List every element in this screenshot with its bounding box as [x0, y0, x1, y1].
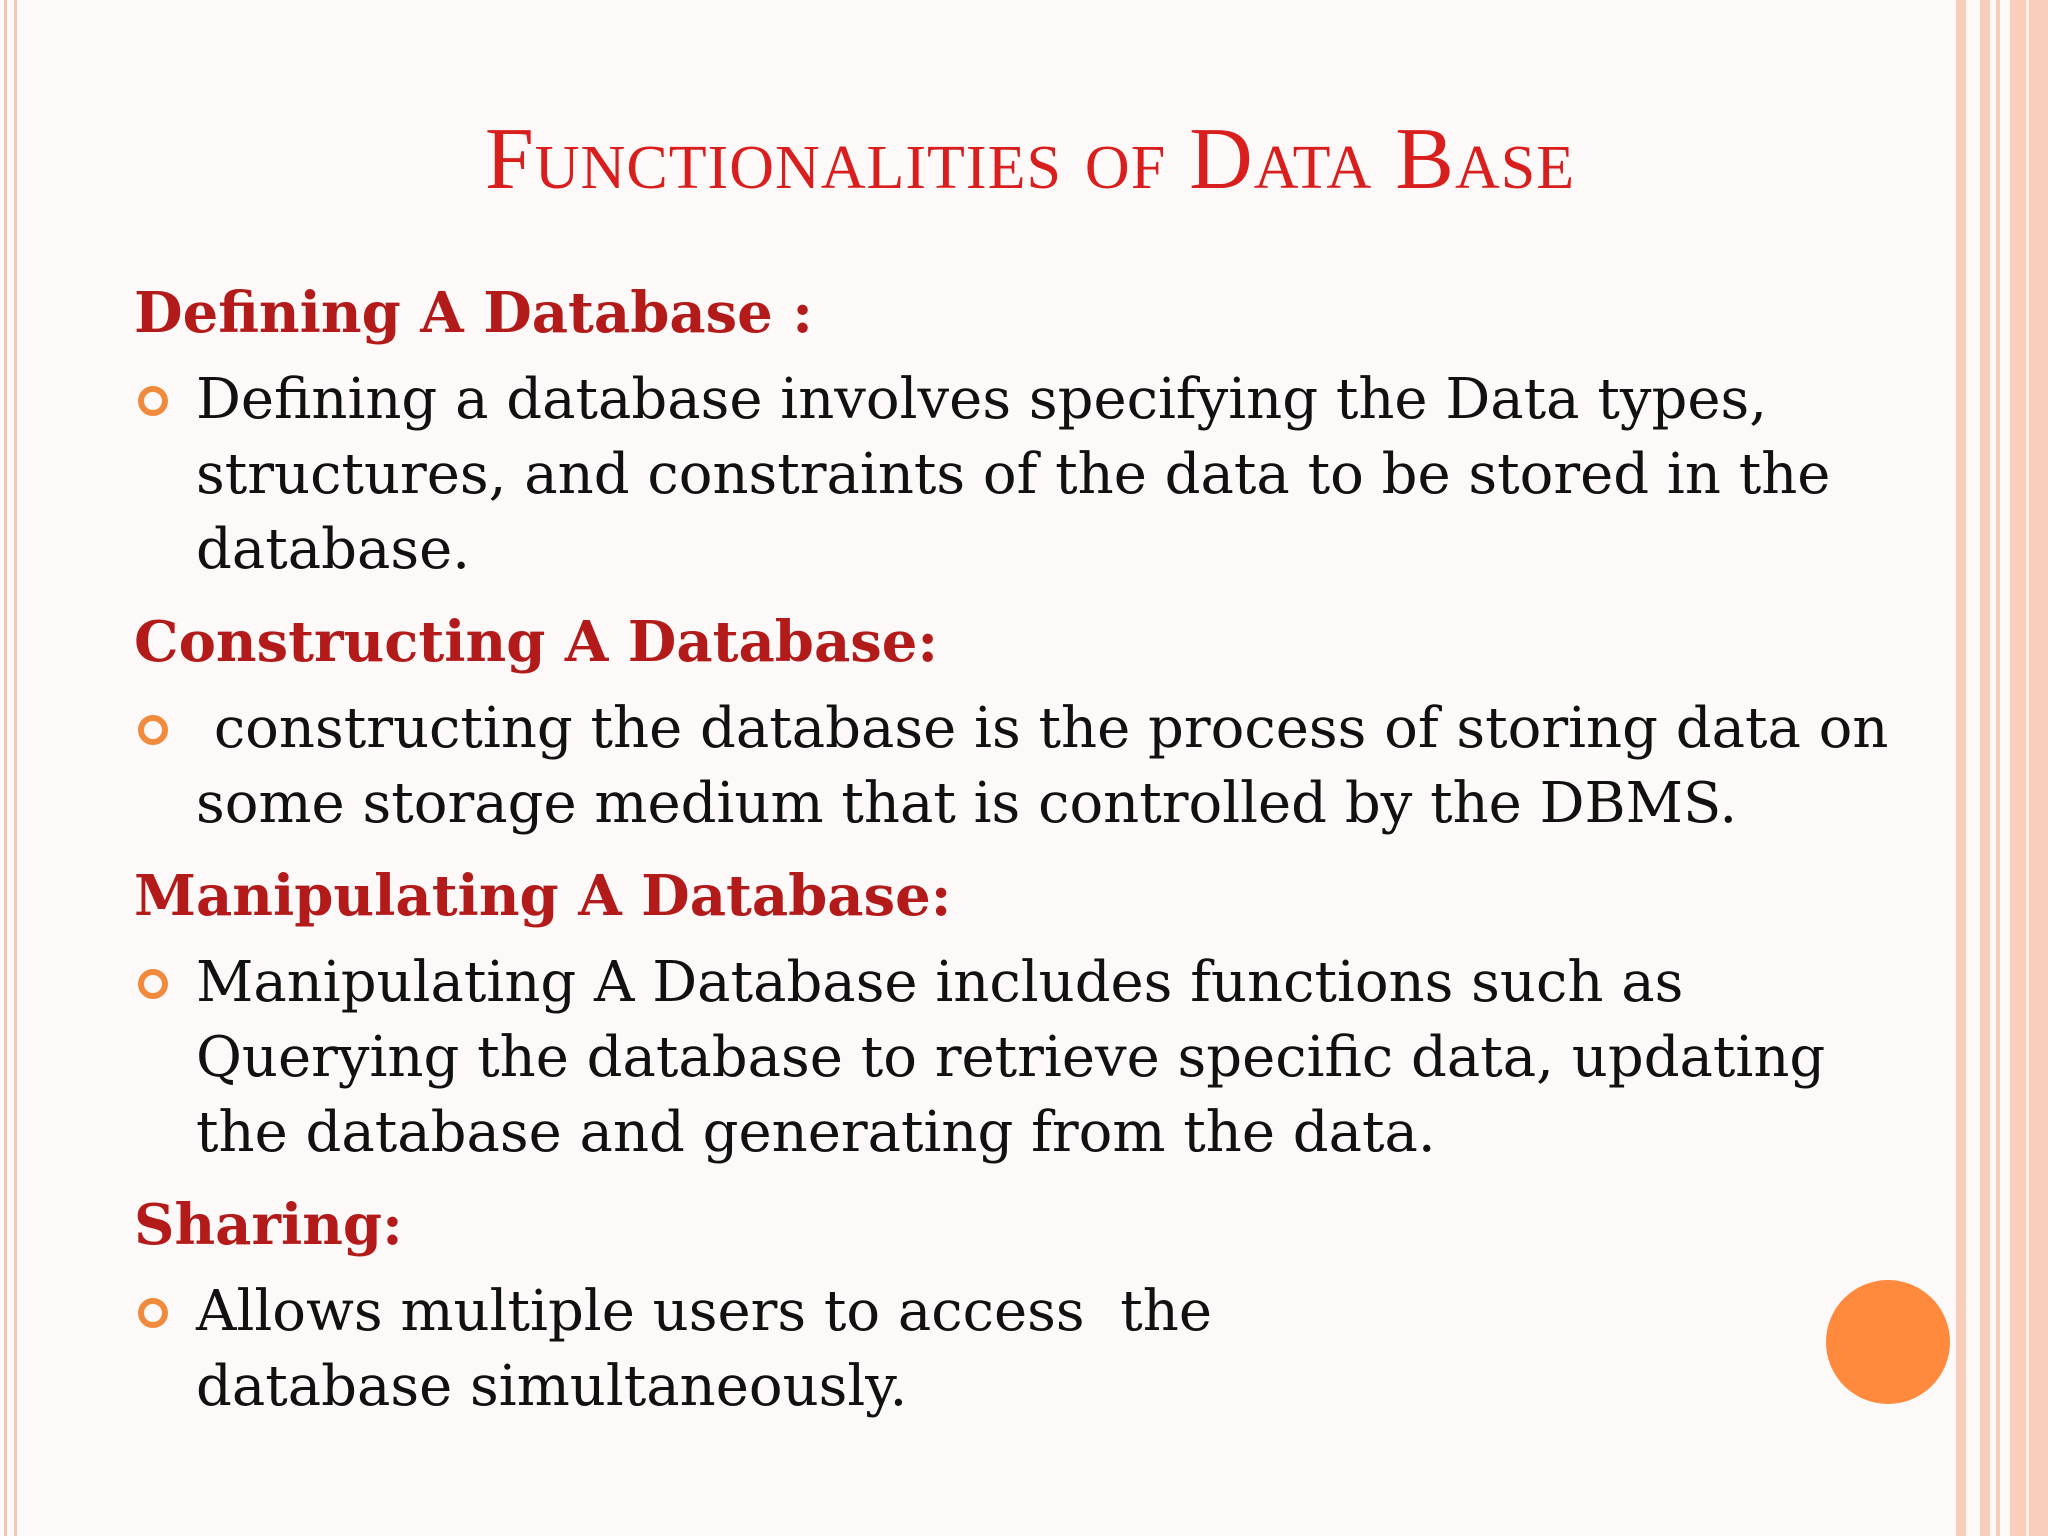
bullet-item: [134, 362, 1924, 587]
section-heading: Constructing A Database:: [134, 609, 939, 675]
ring-bullet-icon: [138, 386, 168, 416]
bullet-item: [134, 945, 1924, 1170]
right-border-highlight: [2026, 0, 2029, 1536]
ring-bullet-icon: [138, 715, 168, 745]
section-manipulating: [134, 859, 1924, 1170]
left-border-line: [14, 0, 17, 1536]
bullet-text: constructing the database is the process of storing data on some storage medium that is controlled by the DBMS.: [196, 696, 1907, 836]
right-border-stripe: [1956, 0, 1966, 1536]
section-sharing: [134, 1188, 1924, 1424]
section-heading: Defining A Database :: [134, 280, 813, 346]
bullet-item: [134, 691, 1924, 841]
orange-circle-decoration: [1826, 1280, 1950, 1404]
bullet-text: Manipulating A Database includes functions such as Querying the database to retrieve specific data, updating the database and generating from the data.: [196, 950, 1826, 1165]
slide-content: [134, 276, 1924, 1442]
bullet-item: [134, 1274, 1924, 1424]
right-border-stripe: [2010, 0, 2048, 1536]
section-defining: [134, 276, 1924, 587]
right-border-stripe: [1980, 0, 1990, 1536]
section-heading: Sharing:: [134, 1192, 403, 1258]
bullet-text: Allows multiple users to access the database simultaneously.: [196, 1279, 1248, 1419]
right-border-stripe: [1996, 0, 2000, 1536]
ring-bullet-icon: [138, 1298, 168, 1328]
section-heading: Manipulating A Database:: [134, 863, 952, 929]
slide-title: Functionalities of Data Base: [484, 111, 1576, 208]
section-constructing: [134, 605, 1924, 841]
left-border-line: [4, 0, 7, 1536]
bullet-text: Defining a database involves specifying the Data types, structures, and constraints of the data to be stored in the database.: [196, 367, 1831, 582]
ring-bullet-icon: [138, 969, 168, 999]
